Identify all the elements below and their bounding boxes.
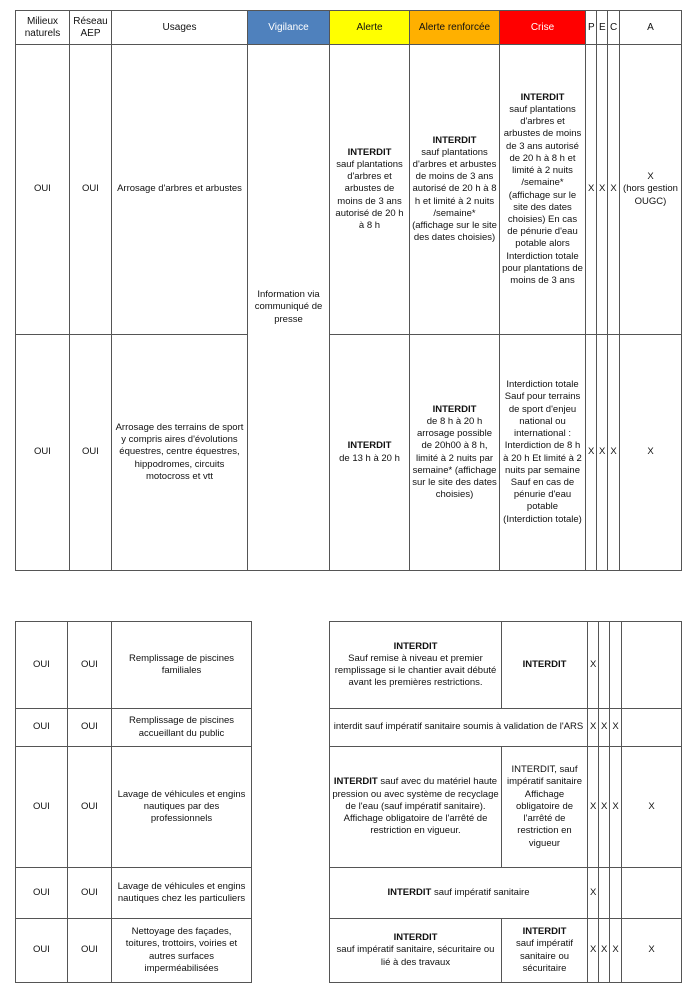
cell-c: X [608,335,620,571]
cell-crise-text: sauf plantations d'arbres et arbustes de moins de 3 ans autorisé de 20 h à 8 h et limité à 2 nuits /semaine* (affichage sur le site des dates choisies) En cas de pénurie d'eau potable alors Interdiction totale pour plantations de moins de 3 ans [502,104,583,286]
table-row [16,622,682,709]
cell-usage: Lavage de véhicules et engins nautiques par des professionnels [112,747,252,868]
cell-reseau: OUI [68,747,112,868]
cell-a: X [620,335,682,571]
cell-a [622,622,682,709]
cell-usage: Arrosage des terrains de sport y compris aires d'évolutions équestres, centre équestres, hippodromes, circuits motocross et vtt [112,335,248,571]
cell-reseau: OUI [68,919,112,983]
cell-c: X [610,709,622,747]
header-alerte: Alerte [330,11,410,45]
header-usages: Usages [112,11,248,45]
cell-merged-restriction: interdit sauf impératif sanitaire soumis à validation de l'ARS [330,709,588,747]
cell-milieux: OUI [16,45,70,335]
cell-merged-bold: INTERDIT [393,932,438,944]
cell-merged-bold: INTERDIT [393,640,438,652]
header-c: C [608,11,620,45]
cell-p: X [588,919,599,983]
header-milieux: Milieux naturels [16,11,70,45]
cell-alerte-bold: INTERDIT [347,146,392,158]
cell-crise [502,919,588,983]
cell-merged-text: sauf impératif sanitaire, sécuritaire ou lié à des travaux [336,944,495,968]
cell-merged-restriction [330,919,502,983]
cell-usage: Arrosage d'arbres et arbustes [112,45,248,335]
cell-e: X [599,919,610,983]
cell-alerte [330,45,410,335]
cell-reseau: OUI [68,622,112,709]
cell-milieux: OUI [16,868,68,919]
cell-usage: Nettoyage des façades, toitures, trottoirs, voiries et autres surfaces imperméabilisées [112,919,252,983]
cell-crise: INTERDIT, sauf impératif sanitaire Affichage obligatoire de l'arrêté de restriction en vigueur [502,747,588,868]
header-e: E [597,11,608,45]
cell-alerte-bold: INTERDIT [347,440,392,452]
cell-merged-restriction [330,868,588,919]
cell-merged-text: Sauf remise à niveau et premier remplissage si le chantier avait débuté avant les premières restrictions. [334,652,497,689]
cell-e: X [597,335,608,571]
cell-reseau: OUI [68,868,112,919]
cell-milieux: OUI [16,919,68,983]
cell-reseau: OUI [68,709,112,747]
cell-alerte-renforcee-text: sauf plantations d'arbres et arbustes de moins de 3 ans autorisé de 20 h à 8 h et limité à 2 nuits /semaine* (affichage sur le site des dates choisies) [412,146,497,244]
cell-e: X [597,45,608,335]
cell-a [622,709,682,747]
cell-usage: Remplissage de piscines accueillant du public [112,709,252,747]
header-reseau: Réseau AEP [70,11,112,45]
header-row [16,11,682,45]
vigilance-gap [252,747,330,868]
cell-merged-restriction [330,747,502,868]
cell-e [599,868,610,919]
cell-merged-restriction [330,622,502,709]
cell-a: X [622,919,682,983]
cell-a: X (hors gestion OUGC) [620,45,682,335]
cell-usage: Lavage de véhicules et engins nautiques chez les particuliers [112,868,252,919]
cell-e [599,622,610,709]
cell-crise: Interdiction totale Sauf pour terrains de sport d'enjeu national ou international : Interdiction de 8 h à 20 h Et limité à 2 nuits par semaine Sauf en cas de pénurie d'eau potable (Interdiction totale) [500,335,586,571]
cell-crise-text: sauf impératif sanitaire ou sécuritaire [515,938,574,974]
cell-e: X [599,747,610,868]
header-vigilance: Vigilance [248,11,330,45]
cell-merged-text: sauf impératif sanitaire [433,886,530,898]
cell-p: X [586,335,597,571]
cell-p: X [588,747,599,868]
table-row [16,868,682,919]
cell-milieux: OUI [16,335,70,571]
header-crise: Crise [500,11,586,45]
cell-c: X [610,747,622,868]
header-a: A [620,11,682,45]
cell-crise [500,45,586,335]
cell-alerte-text: sauf plantations d'arbres et arbustes de moins de 3 ans autorisé de 20 h à 8 h [335,158,404,231]
cell-merged-bold: INTERDIT [333,776,378,788]
cell-usage: Remplissage de piscines familiales [112,622,252,709]
table-row [16,45,682,335]
cell-reseau: OUI [70,335,112,571]
table-row [16,747,682,868]
cell-alerte-renforcee-bold: INTERDIT [432,403,477,415]
cell-e: X [599,709,610,747]
cell-c [610,868,622,919]
vigilance-gap [252,919,330,983]
header-alerte-renforcee: Alerte renforcée [410,11,500,45]
cell-crise: INTERDIT [502,622,588,709]
cell-milieux: OUI [16,709,68,747]
cell-crise-bold: INTERDIT [522,926,567,938]
table-row [16,335,682,571]
cell-alerte [330,335,410,571]
cell-a: X [622,747,682,868]
cell-reseau: OUI [70,45,112,335]
cell-merged-text: sauf avec du matériel haute pression ou avec système de recyclage de l'eau (sauf impératif sanitaire). Affichage obligatoire de l'arrêté de restriction en vigueur. [332,776,499,837]
vigilance-gap [252,622,330,709]
cell-merged-bold: INTERDIT [387,886,432,898]
cell-alerte-text: de 13 h à 20 h [339,452,400,464]
vigilance-gap [252,709,330,747]
cell-a [622,868,682,919]
cell-alerte-renforcee-text: de 8 h à 20 h arrosage possible de 20h00 à 8 h, limité à 2 nuits par semaine* (affichage sur le site des dates choisies) [412,415,497,501]
table-row [16,919,682,983]
header-p: P [586,11,597,45]
cell-alerte-renforcee-bold: INTERDIT [432,134,477,146]
vigilance-gap [252,868,330,919]
restrictions-table-2 [15,621,682,983]
cell-vigilance: Information via communiqué de presse [248,45,330,571]
cell-c: X [608,45,620,335]
cell-p: X [586,45,597,335]
cell-milieux: OUI [16,622,68,709]
cell-milieux: OUI [16,747,68,868]
restrictions-table-1 [15,10,682,571]
table-row [16,709,682,747]
cell-alerte-renforcee [410,45,500,335]
cell-c [610,622,622,709]
cell-crise-bold: INTERDIT [520,91,565,103]
cell-p: X [588,709,599,747]
cell-c: X [610,919,622,983]
cell-p: X [588,622,599,709]
cell-alerte-renforcee [410,335,500,571]
cell-p: X [588,868,599,919]
